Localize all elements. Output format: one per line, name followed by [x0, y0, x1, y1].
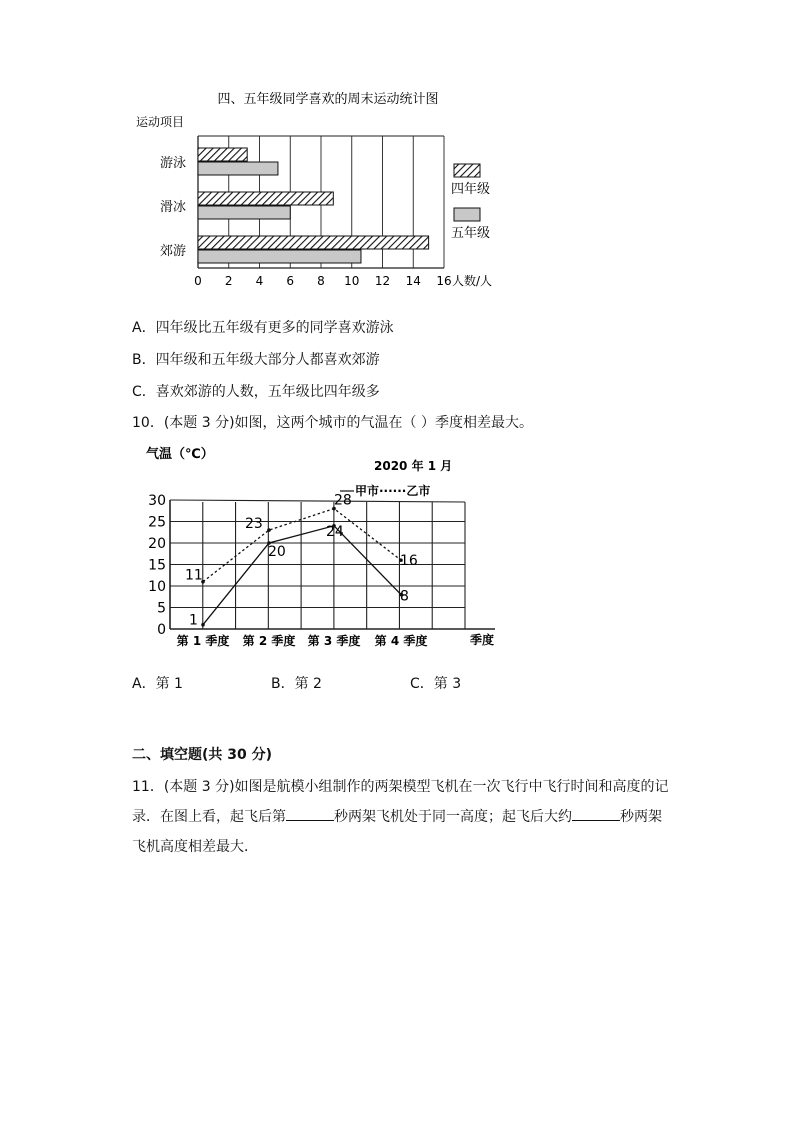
- data-label: 23: [245, 516, 263, 533]
- bar-grade5: [198, 162, 278, 175]
- y-tick-label: 20: [148, 536, 166, 552]
- y-tick-label: 0: [157, 622, 166, 638]
- q11-text-a: 录．在图上看，起飞后第: [132, 809, 286, 825]
- x-tick-label: 2: [224, 274, 233, 288]
- chart-title: 四、五年级同学喜欢的周末运动统计图: [217, 92, 439, 107]
- category-label: 滑冰: [159, 200, 186, 215]
- q11-line-3: 飞机高度相差最大．: [132, 839, 258, 855]
- bar-grade5: [198, 206, 290, 219]
- answer-blank-2[interactable]: [572, 806, 620, 821]
- q9-option-a: A．四年级比五年级有更多的同学喜欢游泳: [132, 320, 394, 336]
- category-label: 郊游: [159, 244, 186, 259]
- y-axis-label: 气温（℃）: [146, 447, 214, 462]
- q9-option-b: B．四年级和五年级大部分人都喜欢郊游: [132, 352, 380, 368]
- legend-swatch: [454, 208, 480, 221]
- y-tick-label: 5: [157, 600, 166, 617]
- x-tick-label: 14: [405, 274, 421, 288]
- x-category-label: 第 1 季度: [176, 634, 230, 648]
- q10-option-b: B．第 2: [271, 676, 322, 692]
- q11-text-c: 秒两架: [620, 809, 662, 825]
- data-label: 28: [334, 492, 352, 509]
- q9-option-c: C．喜欢郊游的人数，五年级比四年级多: [132, 384, 380, 400]
- x-category-label: 第 2 季度: [242, 634, 296, 648]
- x-tick-label: 12: [374, 274, 391, 288]
- data-label: 16: [400, 553, 418, 570]
- bar-grade4: [198, 236, 429, 249]
- line-chart: [140, 440, 510, 655]
- bar-grade4: [198, 192, 333, 205]
- bar-grade4: [198, 148, 247, 161]
- x-tick-label: 6: [286, 274, 295, 288]
- x-tick-label: 16: [436, 274, 452, 288]
- x-tick-label: 10: [344, 274, 360, 288]
- data-point: [267, 528, 271, 532]
- q10-option-c: C．第 3: [410, 676, 462, 692]
- q10-stem: 10．(本题 3 分)如图，这两个城市的气温在（ ）季度相差最大。: [132, 415, 533, 431]
- q11-line-2: [132, 806, 662, 826]
- category-label: 游泳: [159, 156, 186, 171]
- data-label: 20: [268, 544, 286, 560]
- legend-label: 四年级: [451, 182, 491, 197]
- x-tick-label: 4: [255, 274, 264, 288]
- bar-grade5: [198, 250, 361, 263]
- x-tick-label: 0: [194, 274, 202, 288]
- data-label: 24: [326, 523, 344, 540]
- q11-text-b: 秒两架飞机处于同一高度；起飞后大约: [334, 809, 572, 825]
- x-category-label: 第 4 季度: [374, 634, 428, 648]
- grid-line-h: [170, 500, 465, 502]
- data-label: 1: [189, 612, 198, 629]
- x-tick-label: 8: [317, 274, 325, 288]
- x-axis-label: 季度: [470, 633, 495, 647]
- answer-blank-1[interactable]: [286, 806, 334, 821]
- x-axis-label: 人数/人: [452, 274, 493, 288]
- q11-line-1: 11．(本题 3 分)如图是航模小组制作的两架模型飞机在一次飞行中飞行时间和高度的记: [132, 779, 669, 795]
- y-tick-label: 15: [148, 557, 166, 574]
- y-axis-label: 运动项目: [136, 115, 185, 129]
- bar-chart: [128, 84, 518, 299]
- data-point: [201, 623, 205, 627]
- legend-swatch: [454, 164, 480, 177]
- data-label: 11: [185, 567, 203, 584]
- x-category-label: 第 3 季度: [307, 634, 361, 648]
- y-tick-label: 30: [148, 493, 166, 509]
- data-label: 8: [400, 588, 409, 605]
- q10-option-a: A．第 1: [132, 676, 183, 692]
- legend-title: 2020 年 1 月: [374, 459, 453, 473]
- legend-label: 五年级: [451, 226, 491, 241]
- y-tick-label: 25: [148, 514, 166, 531]
- legend-text: 甲市······乙市: [355, 484, 431, 498]
- series-line-yi: [203, 509, 401, 582]
- section-title: 二、填空题(共 30 分): [132, 747, 273, 763]
- y-tick-label: 10: [148, 579, 166, 595]
